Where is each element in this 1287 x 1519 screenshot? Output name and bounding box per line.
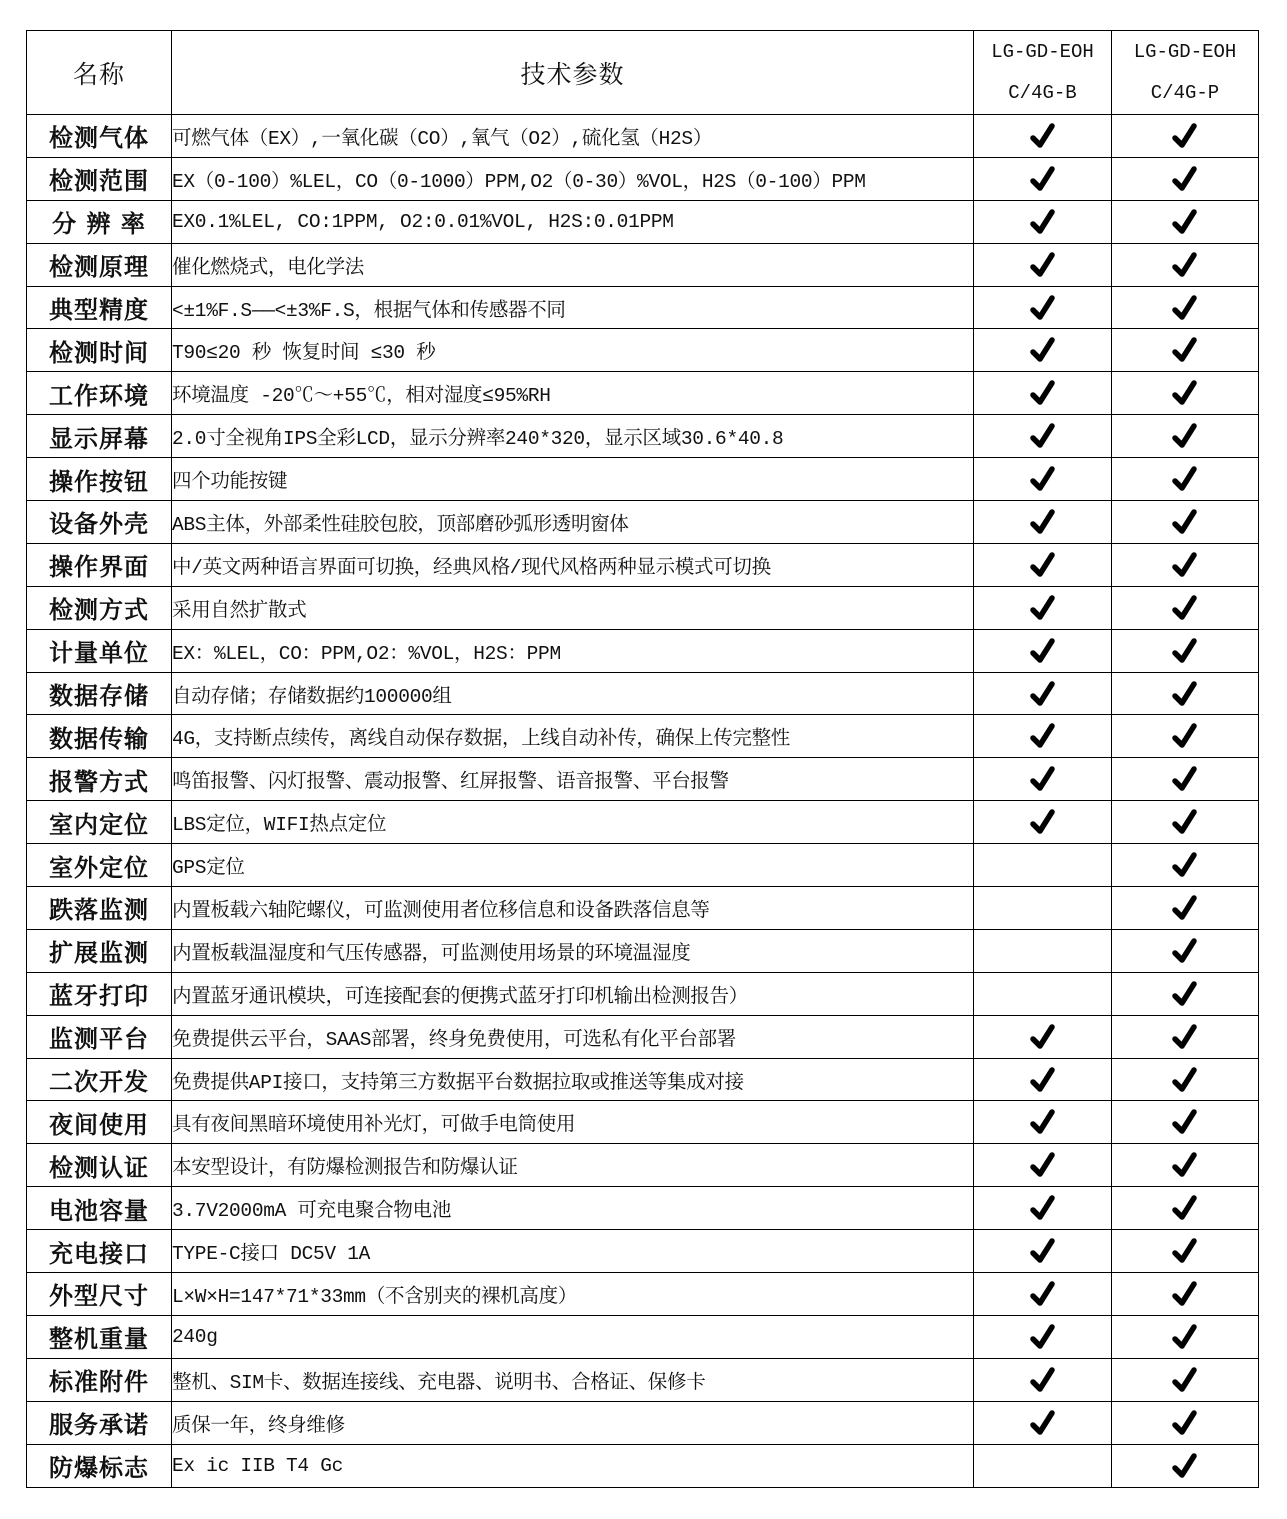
table-row: [27, 286, 1259, 329]
check-mark-icon: [1029, 207, 1057, 237]
check-mark-icon: [1029, 1322, 1057, 1352]
header-model-p-line2: C/4G-P: [1150, 81, 1220, 104]
row-value: 质保一年，终身维修: [172, 1401, 974, 1444]
row-value: 内置板载六轴陀螺仪，可监测使用者位移信息和设备跌落信息等: [172, 887, 974, 930]
table-row: [27, 1015, 1259, 1058]
header-model-p-line1: LG-GD-EOH: [1133, 40, 1237, 63]
check-mark-icon: [1171, 593, 1199, 623]
row-value: 环境温度 -20℃～+55℃，相对湿度≤95%RH: [172, 372, 974, 415]
check-mark-icon: [1029, 250, 1057, 280]
table-row: [27, 972, 1259, 1015]
check-mark-icon: [1171, 1451, 1199, 1481]
table-row: [27, 629, 1259, 672]
model-b-cell: [974, 629, 1112, 672]
model-p-cell: [1112, 972, 1259, 1015]
row-name: 设备外壳: [27, 501, 172, 544]
row-name: 室外定位: [27, 844, 172, 887]
check-mark-icon: [1171, 293, 1199, 323]
table-row: [27, 1315, 1259, 1358]
model-p-cell: [1112, 286, 1259, 329]
table-row: [27, 157, 1259, 200]
model-b-cell: [974, 372, 1112, 415]
check-mark-icon: [1171, 335, 1199, 365]
check-mark-icon: [1171, 550, 1199, 580]
row-value: 2.0寸全视角IPS全彩LCD，显示分辨率240*320，显示区域30.6*40.8: [172, 415, 974, 458]
model-b-cell: [974, 458, 1112, 501]
row-name: 显示屏幕: [27, 415, 172, 458]
row-value: EX（0-100）%LEL，CO（0-1000）PPM,O2（0-30）%VOL，H2S（0-100）PPM: [172, 157, 974, 200]
model-p-cell: [1112, 115, 1259, 158]
check-mark-icon: [1029, 293, 1057, 323]
row-name: 外型尺寸: [27, 1273, 172, 1316]
check-mark-icon: [1171, 764, 1199, 794]
check-mark-icon: [1171, 936, 1199, 966]
check-mark-icon: [1171, 507, 1199, 537]
row-value: 自动存储；存储数据约100000组: [172, 672, 974, 715]
row-name: 夜间使用: [27, 1101, 172, 1144]
table-row: [27, 1444, 1259, 1487]
table-row: [27, 586, 1259, 629]
model-b-cell: [974, 1058, 1112, 1101]
row-value: EX：%LEL，CO：PPM,O2：%VOL，H2S：PPM: [172, 629, 974, 672]
row-name: 跌落监测: [27, 887, 172, 930]
check-mark-icon: [1029, 764, 1057, 794]
check-mark-icon: [1029, 1022, 1057, 1052]
table-row: [27, 758, 1259, 801]
table-row: [27, 1144, 1259, 1187]
row-value: Ex ic IIB T4 Gc: [172, 1444, 974, 1487]
check-mark-icon: [1171, 679, 1199, 709]
table-row: [27, 1187, 1259, 1230]
check-mark-icon: [1029, 335, 1057, 365]
check-mark-icon: [1029, 1279, 1057, 1309]
check-mark-icon: [1171, 1065, 1199, 1095]
header-model-p: [1112, 31, 1259, 115]
check-mark-icon: [1171, 121, 1199, 151]
model-b-cell: [974, 157, 1112, 200]
model-p-cell: [1112, 715, 1259, 758]
row-value: <±1%F.S——<±3%F.S，根据气体和传感器不同: [172, 286, 974, 329]
table-row: [27, 844, 1259, 887]
row-value: ABS主体，外部柔性硅胶包胶，顶部磨砂弧形透明窗体: [172, 501, 974, 544]
check-mark-icon: [1029, 464, 1057, 494]
row-name: 防爆标志: [27, 1444, 172, 1487]
check-mark-icon: [1029, 550, 1057, 580]
model-p-cell: [1112, 243, 1259, 286]
check-mark-icon: [1029, 507, 1057, 537]
check-mark-icon: [1171, 979, 1199, 1009]
table-row: [27, 1230, 1259, 1273]
table-row: [27, 1401, 1259, 1444]
check-mark-icon: [1171, 636, 1199, 666]
check-mark-icon: [1171, 164, 1199, 194]
model-b-cell: [974, 243, 1112, 286]
check-mark-icon: [1171, 464, 1199, 494]
check-mark-icon: [1171, 378, 1199, 408]
check-mark-icon: [1171, 1279, 1199, 1309]
check-mark-icon: [1029, 721, 1057, 751]
model-p-cell: [1112, 887, 1259, 930]
row-name: 充电接口: [27, 1230, 172, 1273]
check-mark-icon: [1029, 1065, 1057, 1095]
row-value: 催化燃烧式，电化学法: [172, 243, 974, 286]
model-b-cell: [974, 543, 1112, 586]
model-p-cell: [1112, 1144, 1259, 1187]
header-name: 名称: [27, 31, 172, 115]
model-p-cell: [1112, 1058, 1259, 1101]
model-b-cell: [974, 1444, 1112, 1487]
check-mark-icon: [1029, 636, 1057, 666]
row-value: T90≤20 秒 恢复时间 ≤30 秒: [172, 329, 974, 372]
row-value: 可燃气体（EX）,一氧化碳（CO）,氧气（O2）,硫化氢（H2S）: [172, 115, 974, 158]
table-row: [27, 929, 1259, 972]
table-row: [27, 1101, 1259, 1144]
row-name: 服务承诺: [27, 1401, 172, 1444]
model-p-cell: [1112, 200, 1259, 243]
row-value: 4G，支持断点续传，离线自动保存数据，上线自动补传，确保上传完整性: [172, 715, 974, 758]
check-mark-icon: [1029, 421, 1057, 451]
check-mark-icon: [1171, 893, 1199, 923]
row-name: 分 辨 率: [27, 200, 172, 243]
row-name: 二次开发: [27, 1058, 172, 1101]
row-value: 免费提供云平台，SAAS部署，终身免费使用，可选私有化平台部署: [172, 1015, 974, 1058]
row-name: 蓝牙打印: [27, 972, 172, 1015]
model-p-cell: [1112, 543, 1259, 586]
check-mark-icon: [1171, 721, 1199, 751]
table-row: [27, 458, 1259, 501]
model-p-cell: [1112, 1401, 1259, 1444]
row-name: 操作按钮: [27, 458, 172, 501]
check-mark-icon: [1029, 378, 1057, 408]
model-b-cell: [974, 844, 1112, 887]
row-value: 内置板载温湿度和气压传感器，可监测使用场景的环境温湿度: [172, 929, 974, 972]
model-b-cell: [974, 1230, 1112, 1273]
table-row: [27, 415, 1259, 458]
check-mark-icon: [1029, 164, 1057, 194]
row-name: 工作环境: [27, 372, 172, 415]
table-row: [27, 543, 1259, 586]
check-mark-icon: [1029, 593, 1057, 623]
row-name: 扩展监测: [27, 929, 172, 972]
model-b-cell: [974, 715, 1112, 758]
row-value: 本安型设计，有防爆检测报告和防爆认证: [172, 1144, 974, 1187]
header-model-b: [974, 31, 1112, 115]
model-p-cell: [1112, 801, 1259, 844]
model-b-cell: [974, 586, 1112, 629]
model-p-cell: [1112, 758, 1259, 801]
row-name: 检测气体: [27, 115, 172, 158]
row-name: 典型精度: [27, 286, 172, 329]
row-name: 室内定位: [27, 801, 172, 844]
row-value: 四个功能按键: [172, 458, 974, 501]
table-header-row: [27, 31, 1259, 115]
table-row: [27, 200, 1259, 243]
check-mark-icon: [1029, 679, 1057, 709]
model-b-cell: [974, 329, 1112, 372]
row-value: L×W×H=147*71*33mm（不含别夹的裸机高度）: [172, 1273, 974, 1316]
header-model-b-line1: LG-GD-EOH: [991, 40, 1094, 63]
row-value: 鸣笛报警、闪灯报警、震动报警、红屏报警、语音报警、平台报警: [172, 758, 974, 801]
row-value: 免费提供API接口，支持第三方数据平台数据拉取或推送等集成对接: [172, 1058, 974, 1101]
table-row: [27, 887, 1259, 930]
check-mark-icon: [1171, 1107, 1199, 1137]
row-name: 报警方式: [27, 758, 172, 801]
check-mark-icon: [1171, 1236, 1199, 1266]
check-mark-icon: [1029, 1408, 1057, 1438]
row-name: 电池容量: [27, 1187, 172, 1230]
row-value: GPS定位: [172, 844, 974, 887]
model-b-cell: [974, 1315, 1112, 1358]
row-value: 整机、SIM卡、数据连接线、充电器、说明书、合格证、保修卡: [172, 1358, 974, 1401]
check-mark-icon: [1171, 1408, 1199, 1438]
model-p-cell: [1112, 1444, 1259, 1487]
row-value: 内置蓝牙通讯模块，可连接配套的便携式蓝牙打印机输出检测报告）: [172, 972, 974, 1015]
check-mark-icon: [1171, 1322, 1199, 1352]
row-name: 计量单位: [27, 629, 172, 672]
table-body: [27, 115, 1259, 1488]
row-name: 标准附件: [27, 1358, 172, 1401]
table-row: [27, 801, 1259, 844]
model-b-cell: [974, 1401, 1112, 1444]
table-row: [27, 372, 1259, 415]
row-name: 数据传输: [27, 715, 172, 758]
row-value: LBS定位，WIFI热点定位: [172, 801, 974, 844]
check-mark-icon: [1029, 807, 1057, 837]
model-p-cell: [1112, 629, 1259, 672]
row-value: TYPE-C接口 DC5V 1A: [172, 1230, 974, 1273]
header-params: 技术参数: [172, 31, 974, 115]
check-mark-icon: [1029, 1236, 1057, 1266]
row-name: 操作界面: [27, 543, 172, 586]
table-row: [27, 1273, 1259, 1316]
spec-table: [26, 30, 1259, 1488]
check-mark-icon: [1029, 1193, 1057, 1223]
model-p-cell: [1112, 672, 1259, 715]
table-row: [27, 501, 1259, 544]
check-mark-icon: [1171, 421, 1199, 451]
row-value: 中/英文两种语言界面可切换，经典风格/现代风格两种显示模式可切换: [172, 543, 974, 586]
check-mark-icon: [1171, 250, 1199, 280]
table-row: [27, 672, 1259, 715]
model-p-cell: [1112, 372, 1259, 415]
table-row: [27, 329, 1259, 372]
check-mark-icon: [1171, 1022, 1199, 1052]
model-b-cell: [974, 115, 1112, 158]
model-b-cell: [974, 415, 1112, 458]
table-row: [27, 243, 1259, 286]
model-b-cell: [974, 1015, 1112, 1058]
table-row: [27, 1358, 1259, 1401]
model-b-cell: [974, 1273, 1112, 1316]
row-name: 检测方式: [27, 586, 172, 629]
model-p-cell: [1112, 586, 1259, 629]
check-mark-icon: [1171, 207, 1199, 237]
check-mark-icon: [1029, 1150, 1057, 1180]
model-b-cell: [974, 801, 1112, 844]
row-name: 检测原理: [27, 243, 172, 286]
row-value: 3.7V2000mA 可充电聚合物电池: [172, 1187, 974, 1230]
check-mark-icon: [1171, 850, 1199, 880]
model-p-cell: [1112, 1187, 1259, 1230]
model-p-cell: [1112, 1315, 1259, 1358]
model-p-cell: [1112, 1015, 1259, 1058]
check-mark-icon: [1171, 1365, 1199, 1395]
check-mark-icon: [1171, 807, 1199, 837]
row-name: 检测认证: [27, 1144, 172, 1187]
model-p-cell: [1112, 1273, 1259, 1316]
model-p-cell: [1112, 1358, 1259, 1401]
model-p-cell: [1112, 329, 1259, 372]
row-value: 具有夜间黑暗环境使用补光灯，可做手电筒使用: [172, 1101, 974, 1144]
header-model-b-line2: C/4G-B: [1008, 81, 1077, 104]
model-b-cell: [974, 200, 1112, 243]
model-b-cell: [974, 1101, 1112, 1144]
model-b-cell: [974, 501, 1112, 544]
model-p-cell: [1112, 1230, 1259, 1273]
model-p-cell: [1112, 458, 1259, 501]
row-name: 整机重量: [27, 1315, 172, 1358]
model-p-cell: [1112, 157, 1259, 200]
check-mark-icon: [1029, 121, 1057, 151]
row-value: EX0.1%LEL, CO:1PPM, O2:0.01%VOL, H2S:0.01PPM: [172, 200, 974, 243]
model-p-cell: [1112, 1101, 1259, 1144]
model-b-cell: [974, 972, 1112, 1015]
table-row: [27, 115, 1259, 158]
model-b-cell: [974, 1187, 1112, 1230]
check-mark-icon: [1171, 1150, 1199, 1180]
model-p-cell: [1112, 415, 1259, 458]
check-mark-icon: [1171, 1193, 1199, 1223]
model-b-cell: [974, 1358, 1112, 1401]
row-value: 240g: [172, 1315, 974, 1358]
row-value: 采用自然扩散式: [172, 586, 974, 629]
model-p-cell: [1112, 501, 1259, 544]
check-mark-icon: [1029, 1365, 1057, 1395]
table-row: [27, 1058, 1259, 1101]
row-name: 监测平台: [27, 1015, 172, 1058]
table-row: [27, 715, 1259, 758]
row-name: 检测范围: [27, 157, 172, 200]
model-b-cell: [974, 758, 1112, 801]
check-mark-icon: [1029, 1107, 1057, 1137]
row-name: 检测时间: [27, 329, 172, 372]
model-b-cell: [974, 1144, 1112, 1187]
model-p-cell: [1112, 844, 1259, 887]
model-b-cell: [974, 929, 1112, 972]
model-b-cell: [974, 672, 1112, 715]
model-p-cell: [1112, 929, 1259, 972]
model-b-cell: [974, 887, 1112, 930]
model-b-cell: [974, 286, 1112, 329]
row-name: 数据存储: [27, 672, 172, 715]
